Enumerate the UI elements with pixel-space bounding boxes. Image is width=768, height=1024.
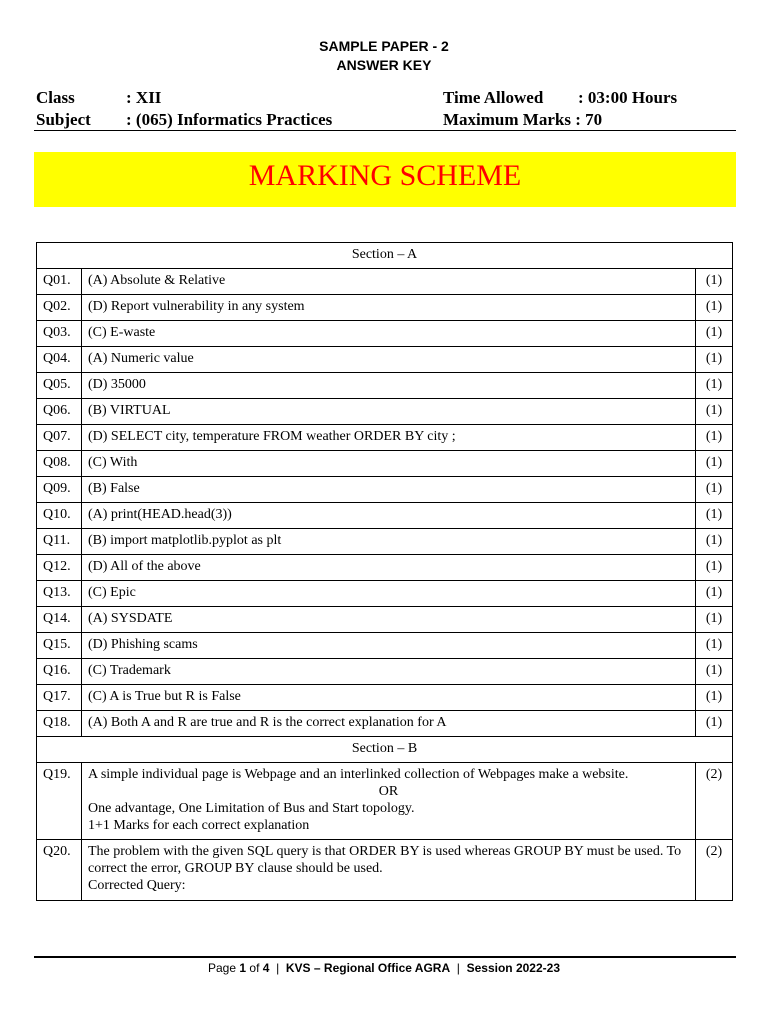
marks-value: (1) bbox=[696, 607, 733, 633]
table-row bbox=[37, 529, 733, 555]
table-row bbox=[37, 633, 733, 659]
question-number: Q12. bbox=[37, 555, 82, 581]
table-row bbox=[37, 659, 733, 685]
question-number: Q01. bbox=[37, 269, 82, 295]
paper-title: SAMPLE PAPER - 2 bbox=[319, 38, 449, 54]
answer-text: (C) Epic bbox=[82, 581, 696, 607]
answer-line: Corrected Query: bbox=[88, 878, 186, 893]
question-number: Q09. bbox=[37, 477, 82, 503]
answer-text: (C) With bbox=[82, 451, 696, 477]
table-row bbox=[37, 503, 733, 529]
footer-divider bbox=[34, 956, 736, 958]
footer-page-total: 4 bbox=[262, 961, 270, 975]
question-number: Q06. bbox=[37, 399, 82, 425]
answer-text: (D) Report vulnerability in any system bbox=[82, 295, 696, 321]
class-value: : XII bbox=[126, 88, 162, 107]
footer-page-num: 1 bbox=[239, 961, 247, 975]
question-number: Q13. bbox=[37, 581, 82, 607]
answer-or: OR bbox=[378, 784, 399, 799]
answer-text: (B) VIRTUAL bbox=[82, 399, 696, 425]
answer-text: (A) Numeric value bbox=[82, 347, 696, 373]
page-footer: Page 1 of 4 | KVS – Regional Office AGRA | Session 2022-23 bbox=[207, 961, 560, 975]
question-number: Q15. bbox=[37, 633, 82, 659]
answer-text: (A) SYSDATE bbox=[82, 607, 696, 633]
table-row bbox=[37, 555, 733, 581]
answer-line: 1+1 Marks for each correct explanation bbox=[88, 818, 310, 833]
question-number: Q03. bbox=[37, 321, 82, 347]
answer-text bbox=[82, 840, 696, 901]
marks-value: (1) bbox=[696, 269, 733, 295]
max-marks: Maximum Marks : 70 bbox=[443, 110, 603, 129]
time-label: Time Allowed bbox=[443, 88, 544, 107]
table-row bbox=[37, 399, 733, 425]
answer-text: (D) All of the above bbox=[82, 555, 696, 581]
question-number: Q07. bbox=[37, 425, 82, 451]
footer-session: Session 2022-23 bbox=[466, 961, 560, 975]
question-number: Q17. bbox=[37, 685, 82, 711]
question-number: Q02. bbox=[37, 295, 82, 321]
time-value: : 03:00 Hours bbox=[578, 88, 678, 107]
marks-value: (1) bbox=[696, 451, 733, 477]
section-b-header-row bbox=[37, 737, 733, 763]
answer-text: (A) Absolute & Relative bbox=[82, 269, 696, 295]
answer-text: (D) Phishing scams bbox=[82, 633, 696, 659]
table-row bbox=[37, 477, 733, 503]
table-row bbox=[37, 711, 733, 737]
footer-of-word: of bbox=[249, 961, 260, 975]
answer-line: One advantage, One Limitation of Bus and Start topology. bbox=[88, 801, 415, 816]
answer-text: (A) Both A and R are true and R is the correct explanation for A bbox=[82, 711, 696, 737]
question-number: Q11. bbox=[37, 529, 82, 555]
table-row bbox=[37, 425, 733, 451]
question-number: Q20. bbox=[37, 840, 82, 901]
question-number: Q18. bbox=[37, 711, 82, 737]
answer-text bbox=[82, 763, 696, 840]
marks-value: (1) bbox=[696, 685, 733, 711]
answer-text: (A) print(HEAD.head(3)) bbox=[82, 503, 696, 529]
marks-value: (2) bbox=[696, 763, 733, 840]
footer-page-word: Page bbox=[207, 961, 237, 975]
marks-value: (1) bbox=[696, 659, 733, 685]
paper-subtitle: ANSWER KEY bbox=[336, 57, 432, 73]
answer-text: (D) 35000 bbox=[82, 373, 696, 399]
table-row bbox=[37, 347, 733, 373]
table-row bbox=[37, 581, 733, 607]
marks-value: (1) bbox=[696, 347, 733, 373]
marks-value: (1) bbox=[696, 295, 733, 321]
marking-scheme-banner bbox=[34, 152, 736, 207]
marks-value: (1) bbox=[696, 711, 733, 737]
marks-value: (1) bbox=[696, 555, 733, 581]
marks-value: (1) bbox=[696, 633, 733, 659]
answer-key-table bbox=[36, 242, 733, 901]
table-row bbox=[37, 763, 733, 840]
footer-org: KVS – Regional Office AGRA bbox=[285, 961, 451, 975]
answer-text: (B) import matplotlib.pyplot as plt bbox=[82, 529, 696, 555]
subject-label: Subject bbox=[36, 110, 91, 129]
banner-text: MARKING SCHEME bbox=[248, 159, 522, 192]
table-row bbox=[37, 607, 733, 633]
answer-text: (B) False bbox=[82, 477, 696, 503]
marks-value: (1) bbox=[696, 321, 733, 347]
question-number: Q04. bbox=[37, 347, 82, 373]
answer-text: (C) Trademark bbox=[82, 659, 696, 685]
question-number: Q05. bbox=[37, 373, 82, 399]
question-number: Q08. bbox=[37, 451, 82, 477]
question-number: Q19. bbox=[37, 763, 82, 840]
table-row bbox=[37, 840, 733, 901]
section-a-header-row bbox=[37, 243, 733, 269]
marks-value: (1) bbox=[696, 373, 733, 399]
answer-line: A simple individual page is Webpage and an interlinked collection of Webpages make a website. bbox=[88, 767, 629, 782]
marks-value: (1) bbox=[696, 425, 733, 451]
marks-value: (1) bbox=[696, 477, 733, 503]
question-number: Q16. bbox=[37, 659, 82, 685]
table-row bbox=[37, 321, 733, 347]
question-number: Q14. bbox=[37, 607, 82, 633]
section-b-title: Section – B bbox=[37, 737, 733, 763]
class-label: Class bbox=[36, 88, 75, 107]
table-row bbox=[37, 295, 733, 321]
marks-value: (1) bbox=[696, 503, 733, 529]
marks-value: (1) bbox=[696, 581, 733, 607]
subject-value: : (065) Informatics Practices bbox=[126, 110, 333, 129]
answer-line: The problem with the given SQL query is that ORDER BY is used whereas GROUP BY must be used. To correct the error, GROUP BY clause should be used. bbox=[88, 844, 682, 876]
question-number: Q10. bbox=[37, 503, 82, 529]
marks-value: (1) bbox=[696, 529, 733, 555]
marks-value: (2) bbox=[696, 840, 733, 901]
marks-value: (1) bbox=[696, 399, 733, 425]
header-divider bbox=[34, 130, 736, 131]
answer-text: (D) SELECT city, temperature FROM weather ORDER BY city ; bbox=[82, 425, 696, 451]
answer-text: (C) E-waste bbox=[82, 321, 696, 347]
table-row bbox=[37, 451, 733, 477]
section-a-title: Section – A bbox=[37, 243, 733, 269]
table-row bbox=[37, 269, 733, 295]
answer-text: (C) A is True but R is False bbox=[82, 685, 696, 711]
table-row bbox=[37, 373, 733, 399]
table-row bbox=[37, 685, 733, 711]
